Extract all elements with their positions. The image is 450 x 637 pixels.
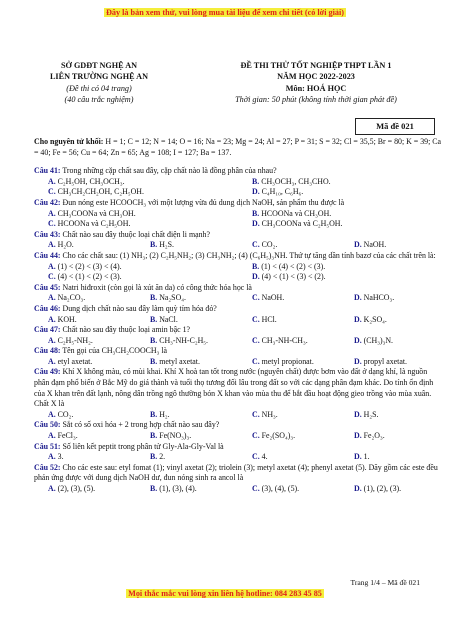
answer-option [34, 431, 136, 442]
question-stem [34, 325, 442, 336]
option-text: Fe₂O₃. [361, 431, 385, 441]
option-letter: A. [48, 356, 56, 366]
question [34, 198, 442, 230]
answer-option [238, 484, 340, 495]
question-number: Câu 52: [34, 462, 61, 472]
answer-option [238, 262, 442, 273]
question-text: Khí X không màu, có mùi khai. Khí X hoà tan tốt trong nước (nguyên chất) được bơm vào đất ở dạng khí, là nguồn phân đạm phổ biến ở Bắc Mỹ do giá thành và tuổi thọ tương đối lâu trong đất so với các dạng phân đạm khác. Do tính ổn định của X khan trên đất lạnh, nông dân trồng ngô thường bón X khan vào mùa thu để bắt đầu hoạt động gieo trồng vào mùa xuân. Chất X là [34, 367, 434, 409]
question-list [34, 166, 442, 494]
question-text: Chất nào sau đây thuộc loại amin bậc 1? [60, 325, 191, 335]
option-letter: B. [150, 484, 158, 493]
option-text: CH₃OCH₃, CH₃CHO. [259, 176, 331, 186]
option-letter: C. [252, 335, 260, 345]
answer-option [340, 484, 442, 495]
answer-options [34, 262, 442, 283]
answer-option [136, 452, 238, 463]
answer-option [34, 315, 136, 326]
option-letter: D. [354, 452, 362, 462]
option-letter: C. [48, 272, 56, 282]
answer-option [238, 209, 442, 220]
question [34, 230, 442, 251]
answer-option [34, 410, 136, 421]
answer-option [238, 272, 442, 283]
question [34, 304, 442, 325]
option-letter: D. [354, 293, 362, 303]
option-text: (1), (3), (4). [157, 484, 197, 493]
question [34, 325, 442, 346]
option-text: NaCl. [157, 314, 178, 324]
question [34, 346, 442, 367]
option-letter: B. [252, 176, 260, 186]
option-letter: B. [150, 314, 158, 324]
option-letter: A. [48, 208, 56, 218]
option-letter: A. [48, 314, 56, 324]
answer-option [34, 177, 238, 188]
answer-option [238, 315, 340, 326]
answer-options [34, 452, 442, 463]
option-text: NaHCO₃. [361, 293, 395, 303]
option-text: (4) < (1) < (2) < (3). [55, 272, 122, 282]
answer-option [34, 272, 238, 283]
answer-option [340, 431, 442, 442]
hotline-banner [0, 589, 450, 598]
question [34, 442, 442, 463]
option-text: C₂H₅-NH₂. [55, 335, 93, 345]
answer-option [34, 209, 238, 220]
option-text: (CH₃)₃N. [361, 335, 394, 345]
question [34, 166, 442, 198]
question-stem [34, 230, 442, 241]
header-left [14, 60, 184, 106]
option-text: H₂O. [55, 240, 74, 250]
option-text: C₂H₅OH, CH₃OCH₃. [55, 176, 125, 186]
answer-option [34, 452, 136, 463]
answer-option [238, 452, 340, 463]
answer-option [340, 410, 442, 421]
option-text: NaOH. [259, 293, 285, 303]
option-text: (2), (3), (5). [55, 484, 96, 493]
option-text: CO₂. [55, 409, 74, 419]
question-stem [34, 442, 442, 453]
school-name: LIÊN TRƯỜNG NGHỆ AN [49, 72, 149, 82]
option-letter: D. [354, 240, 362, 250]
option-text: 1. [361, 452, 370, 462]
option-text: metyl propionat. [259, 356, 314, 366]
option-text: 3. [55, 452, 64, 462]
answer-option [238, 410, 340, 421]
option-text: 4. [259, 452, 268, 462]
option-text: CH₃-NH-C₂H₅. [157, 335, 209, 345]
answer-options [34, 484, 442, 495]
option-text: KOH. [55, 314, 77, 324]
header-right [196, 60, 436, 106]
answer-options [34, 336, 442, 347]
answer-option [238, 357, 340, 368]
question-number: Câu 42: [34, 197, 61, 207]
question-number: Câu 49: [34, 367, 61, 377]
option-letter: A. [48, 409, 56, 419]
question-stem [34, 251, 442, 262]
page-number: Trang 1/4 – Mã đề 021 [350, 578, 420, 587]
option-letter: A. [48, 176, 56, 186]
question-number: Câu 41: [34, 166, 61, 176]
question-text: Natri hiđroxit (còn gọi là xút ăn da) có công thức hóa học là [60, 282, 252, 292]
question [34, 420, 442, 441]
answer-options [34, 240, 442, 251]
option-text: 2. [157, 452, 166, 462]
option-text: Na₂SO₄. [157, 293, 186, 303]
preview-banner [0, 8, 450, 17]
answer-option [238, 431, 340, 442]
exam-body [34, 137, 442, 495]
question-stem [34, 283, 442, 294]
question-number: Câu 51: [34, 441, 61, 451]
option-text: CH₃-NH-CH₃. [259, 335, 308, 345]
hotline-text: Mọi thắc mắc vui lòng xin liên hệ hotline: 084 283 45 85 [128, 589, 322, 598]
question-number: Câu 50: [34, 420, 61, 430]
option-letter: D. [354, 314, 362, 324]
answer-option [136, 431, 238, 442]
question [34, 463, 442, 495]
option-letter: A. [48, 240, 56, 250]
answer-option [34, 484, 136, 495]
question-text: Chất nào sau đây thuộc loại chất điện li mạnh? [60, 229, 210, 239]
option-text: etyl axetat. [55, 356, 93, 366]
atomic-masses [34, 137, 442, 158]
option-letter: D. [354, 409, 362, 419]
answer-option [34, 262, 238, 273]
answer-option [34, 357, 136, 368]
option-letter: C. [252, 452, 260, 462]
question-text: Trong những cặp chất sau đây, cặp chất nào là đồng phân của nhau? [60, 166, 277, 176]
answer-option [340, 357, 442, 368]
option-text: CH₃COONa và CH₃OH. [55, 208, 136, 218]
option-letter: B. [150, 335, 158, 345]
option-letter: B. [150, 409, 158, 419]
option-text: (4) < (1) < (3) < (2). [259, 272, 326, 282]
option-letter: C. [252, 431, 260, 441]
answer-option [238, 336, 340, 347]
option-letter: D. [354, 356, 362, 366]
option-letter: A. [48, 431, 56, 441]
answer-option [136, 410, 238, 421]
option-text: metyl axetat. [157, 356, 200, 366]
school-year: NĂM HỌC 2022-2023 [277, 72, 355, 82]
answer-option [238, 177, 442, 188]
answer-option [136, 336, 238, 347]
option-letter: C. [252, 240, 260, 250]
question [34, 251, 442, 283]
option-text: H₂S. [361, 409, 379, 419]
subject: Môn: HOÁ HỌC [285, 83, 347, 93]
question-text: Đun nóng este HCOOCH₃ với một lượng vừa đủ dung dịch NaOH, sản phẩm thu được là [60, 197, 345, 207]
option-letter: D. [354, 484, 362, 493]
answer-option [238, 187, 442, 198]
answer-options [34, 357, 442, 368]
option-letter: A. [48, 261, 56, 271]
answer-option [136, 293, 238, 304]
option-text: HCl. [259, 314, 277, 324]
page-count-note: (Đề thi có 04 trang) [66, 83, 132, 93]
answer-option [136, 240, 238, 251]
option-text: Na₂CO₃. [55, 293, 86, 303]
question-stem [34, 346, 442, 357]
atomic-masses-text: H = 1; C = 12; N = 14; O = 16; Na = 23; Mg = 24; Al = 27; P = 31; S = 32; Cl = 35,5; Br = 80; K = 39; Ca = 40; Fe = 56; Cu = 64; Zn = 65; Ag = 108; I = 127; Ba = 137. [34, 137, 442, 157]
option-text: NaOH. [361, 240, 387, 250]
answer-option [340, 336, 442, 347]
question-text: Dung dịch chất nào sau đây làm quỳ tím hóa đỏ? [60, 303, 217, 313]
answer-options [34, 177, 442, 198]
option-letter: C. [48, 219, 56, 229]
question-stem [34, 420, 442, 431]
option-letter: C. [252, 293, 260, 303]
option-text: H₂S. [157, 240, 175, 250]
question-number: Câu 46: [34, 303, 61, 313]
answer-option [34, 219, 238, 230]
option-letter: B. [150, 431, 158, 441]
question-text: Sắt có số oxi hóa + 2 trong hợp chất nào sau đây? [60, 420, 220, 430]
answer-options [34, 209, 442, 230]
option-text: Fe₂(SO₄)₃. [259, 431, 296, 441]
option-letter: D. [252, 187, 260, 197]
option-letter: C. [252, 356, 260, 366]
atomic-masses-label: Cho nguyên tử khối: [34, 137, 104, 146]
question-stem [34, 367, 442, 409]
option-letter: C. [252, 484, 260, 493]
option-letter: B. [150, 240, 158, 250]
answer-options [34, 293, 442, 304]
option-text: NH₃. [259, 409, 278, 419]
option-text: H₂. [157, 409, 170, 419]
answer-option [340, 293, 442, 304]
option-letter: B. [150, 293, 158, 303]
department-name: SỞ GDĐT NGHỆ AN [60, 61, 138, 70]
option-text: propyl axetat. [361, 356, 408, 366]
answer-option [340, 240, 442, 251]
answer-option [34, 240, 136, 251]
question-stem [34, 166, 442, 177]
answer-options [34, 410, 442, 421]
question-stem [34, 463, 442, 484]
option-letter: A. [48, 335, 56, 345]
option-text: (3), (4), (5). [259, 484, 300, 493]
option-letter: C. [48, 187, 56, 197]
answer-option [238, 293, 340, 304]
option-letter: A. [48, 293, 56, 303]
preview-banner-text: Đây là bản xem thử, vui lòng mua tài liệu để xem chi tiết (có lời giải) [105, 8, 344, 17]
option-text: CH₃CH₂CH₂OH, C₂H₅OH. [55, 187, 144, 197]
answer-option [340, 315, 442, 326]
option-text: (1), (2), (3). [361, 484, 402, 493]
option-letter: B. [150, 452, 158, 462]
option-text: CO₂. [259, 240, 278, 250]
answer-options [34, 431, 442, 442]
question-number: Câu 44: [34, 250, 61, 260]
answer-option [136, 357, 238, 368]
option-letter: B. [150, 356, 158, 366]
question [34, 367, 442, 420]
answer-options [34, 315, 442, 326]
option-letter: A. [48, 484, 56, 493]
time-limit: Thời gian: 50 phút (không tính thời gian phát đề) [235, 95, 397, 105]
answer-option [34, 187, 238, 198]
answer-option [34, 293, 136, 304]
answer-option [136, 484, 238, 495]
option-letter: A. [48, 452, 56, 462]
answer-option [238, 219, 442, 230]
question-text: Cho các chất sau: (1) NH₃; (2) C₂H₅NH₂; (3) CH₃NH₂; (4) (C₆H₅)₃NH. Thứ tự tăng dần tính bazơ của các chất trên là: [60, 250, 436, 260]
option-text: C₄H₁₀, C₆H₆. [259, 187, 304, 197]
question [34, 283, 442, 304]
option-text: CH₃COONa và C₂H₅OH. [259, 219, 343, 229]
option-letter: D. [354, 431, 362, 441]
exam-title: ĐỀ THI THỬ TỐT NGHIỆP THPT LẦN 1 [240, 61, 392, 70]
answer-option [34, 336, 136, 347]
option-letter: D. [252, 272, 260, 282]
question-stem [34, 304, 442, 315]
exam-code-box: Mã đề 021 [355, 118, 435, 135]
question-number: Câu 47: [34, 325, 61, 335]
question-number: Câu 43: [34, 229, 61, 239]
question-text: Tên gọi của CH₃CH₂COOCH₃ là [60, 346, 168, 356]
option-text: K₂SO₄. [361, 314, 387, 324]
question-number: Câu 45: [34, 282, 61, 292]
question-stem [34, 198, 442, 209]
option-letter: B. [252, 261, 260, 271]
question-number: Câu 48: [34, 346, 61, 356]
option-letter: B. [252, 208, 260, 218]
answer-option [238, 240, 340, 251]
option-letter: C. [252, 314, 260, 324]
option-letter: D. [354, 335, 362, 345]
option-text: (1) < (4) < (2) < (3). [259, 261, 326, 271]
question-text: Cho các este sau: etyl fomat (1); vinyl axetat (2); triolein (3); metyl axetat (4); phenyl axetat (5). Dãy gồm các este đều phản ứng được với dung dịch NaOH dư, đun nóng sinh ra ancol là [34, 462, 438, 483]
answer-option [136, 315, 238, 326]
option-text: HCOONa và CH₃OH. [259, 208, 332, 218]
option-text: HCOONa và C₂H₅OH. [55, 219, 131, 229]
option-text: Fe(NO₃)₃. [157, 431, 192, 441]
option-text: (1) < (2) < (3) < (4). [55, 261, 122, 271]
question-count-note: (40 câu trắc nghiệm) [64, 95, 134, 105]
option-letter: C. [252, 409, 260, 419]
answer-option [340, 452, 442, 463]
question-text: Số liên kết peptit trong phân tử Gly-Ala-Gly-Val là [60, 441, 224, 451]
option-letter: D. [252, 219, 260, 229]
option-text: FeCl₃. [55, 431, 78, 441]
